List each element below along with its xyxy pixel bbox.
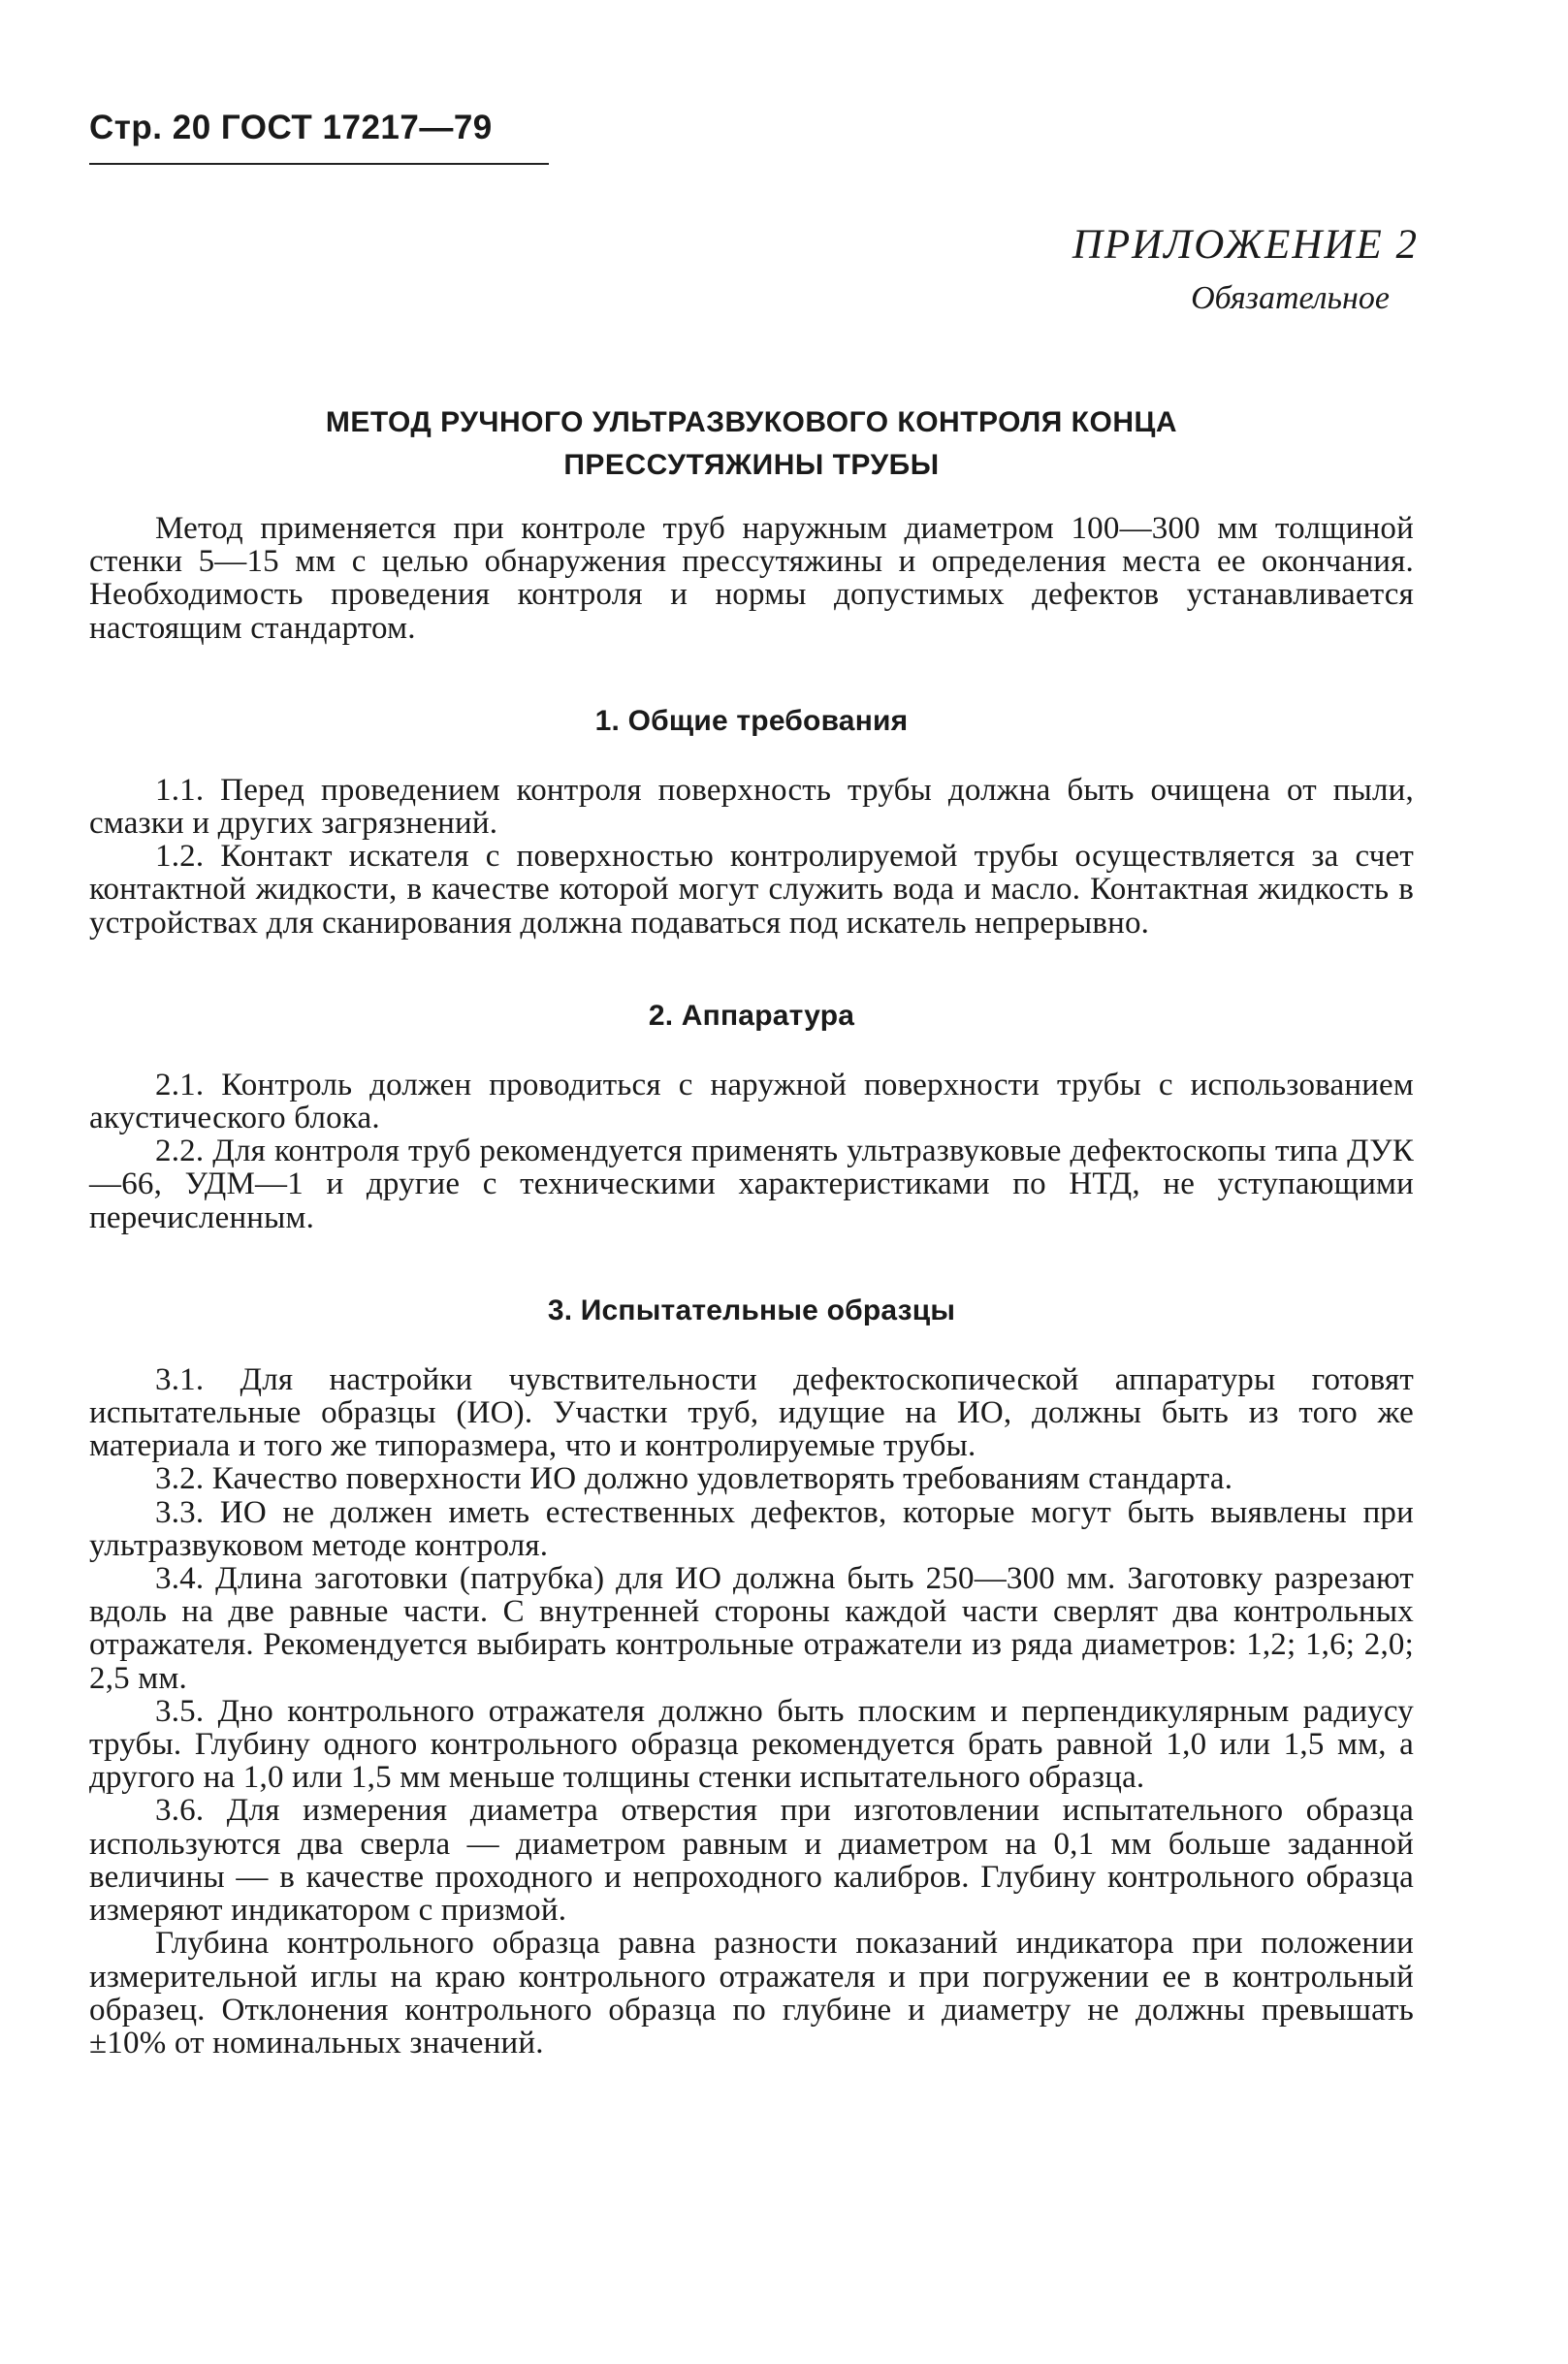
page-header: Стр. 20 ГОСТ 17217—79 — [89, 109, 493, 146]
paragraph-3-3: 3.3. ИО не должен иметь естественных дефектов, которые могут быть выявлены при ультразвуковом методе контроля. — [89, 1494, 1414, 1563]
header-divider — [89, 163, 549, 165]
appendix-kind: Обязательное — [1191, 280, 1390, 316]
appendix-block — [1072, 221, 1419, 317]
section-1-heading: 1. Общие требования — [594, 704, 909, 737]
title-line-1: МЕТОД РУЧНОГО УЛЬТРАЗВУКОВОГО КОНТРОЛЯ КОНЦА — [325, 406, 1178, 438]
section-3-heading: 3. Испытательные образцы — [547, 1294, 956, 1326]
title-line-2: ПРЕССУТЯЖИНЫ ТРУБЫ — [563, 449, 940, 481]
paragraph-3-5: 3.5. Дно контрольного отражателя должно быть плоским и перпендикулярным радиусу трубы. Глубину одного контрольного образца рекомендуется брать равной 1,0 или 1,5 мм, а другого на 1,0 или 1,5 мм меньше толщины стенки испытательного образца. — [89, 1693, 1414, 1796]
section-2-heading: 2. Аппаратура — [648, 999, 855, 1032]
appendix-number: ПРИЛОЖЕНИЕ 2 — [1072, 222, 1419, 268]
document-title — [89, 401, 1414, 487]
paragraph-1-1: 1.1. Перед проведением контроля поверхность трубы должна быть очищена от пыли, смазки и других загрязнений. — [89, 772, 1414, 842]
paragraph-3-6: 3.6. Для измерения диаметра отверстия при изготовлении испытательного образца используются два сверла — диаметром равным и диаметром на 0,1 мм больше заданной величины — в качестве проходного и непроходного калибров. Глубину контрольного образца измеряют индикатором с призмой. — [89, 1793, 1414, 1929]
paragraph-3-4: 3.4. Длина заготовки (патрубка) для ИО должна быть 250—300 мм. Заготовку разрезают вдоль на две равные части. С внутренней стороны каждой части сверлят два контрольных отражателя. Рекомендуется выбирать контрольные отражатели из ряда диаметров: 1,2; 1,6; 2,0; 2,5 мм. — [89, 1561, 1414, 1696]
paragraph-2-2: 2.2. Для контроля труб рекомендуется применять ультразвуковые дефектоскопы типа ДУК—66, УДМ—1 и другие с техническими характеристиками по НТД, не уступающими перечисленным. — [89, 1134, 1414, 1235]
paragraph-2-1: 2.1. Контроль должен проводиться с наружной поверхности трубы с использованием акустического блока. — [89, 1067, 1414, 1136]
document-body — [89, 512, 1414, 2060]
intro-paragraph: Метод применяется при контроле труб наружным диаметром 100—300 мм толщиной стенки 5—15 мм с целью обнаружения прессутяжины и определения места ее окончания. Необходимость проведения контроля и нормы допустимых дефектов устанавливается настоящим стандартом. — [89, 511, 1414, 646]
paragraph-1-2: 1.2. Контакт искателя с поверхностью контролируемой трубы осуществляется за счет контактной жидкости, в качестве которой могут служить вода и масло. Контактная жидкость в устройствах для сканирования должна подаваться под искатель непрерывно. — [89, 839, 1414, 941]
paragraph-3-6-continued: Глубина контрольного образца равна разности показаний индикатора при положении измерительной иглы на краю контрольного отражателя и при погружении ее в контрольный образец. Отклонения контрольного образца по глубине и диаметру не должны превышать ±10% от номинальных значений. — [89, 1926, 1414, 2061]
paragraph-3-1: 3.1. Для настройки чувствительности дефектоскопической аппаратуры готовят испытательные образцы (ИО). Участки труб, идущие на ИО, должны быть из того же материала и того же типоразмера, что и контролируемые трубы. — [89, 1361, 1414, 1464]
paragraph-3-2: 3.2. Качество поверхности ИО должно удовлетворять требованиям стандарта. — [155, 1461, 1233, 1497]
